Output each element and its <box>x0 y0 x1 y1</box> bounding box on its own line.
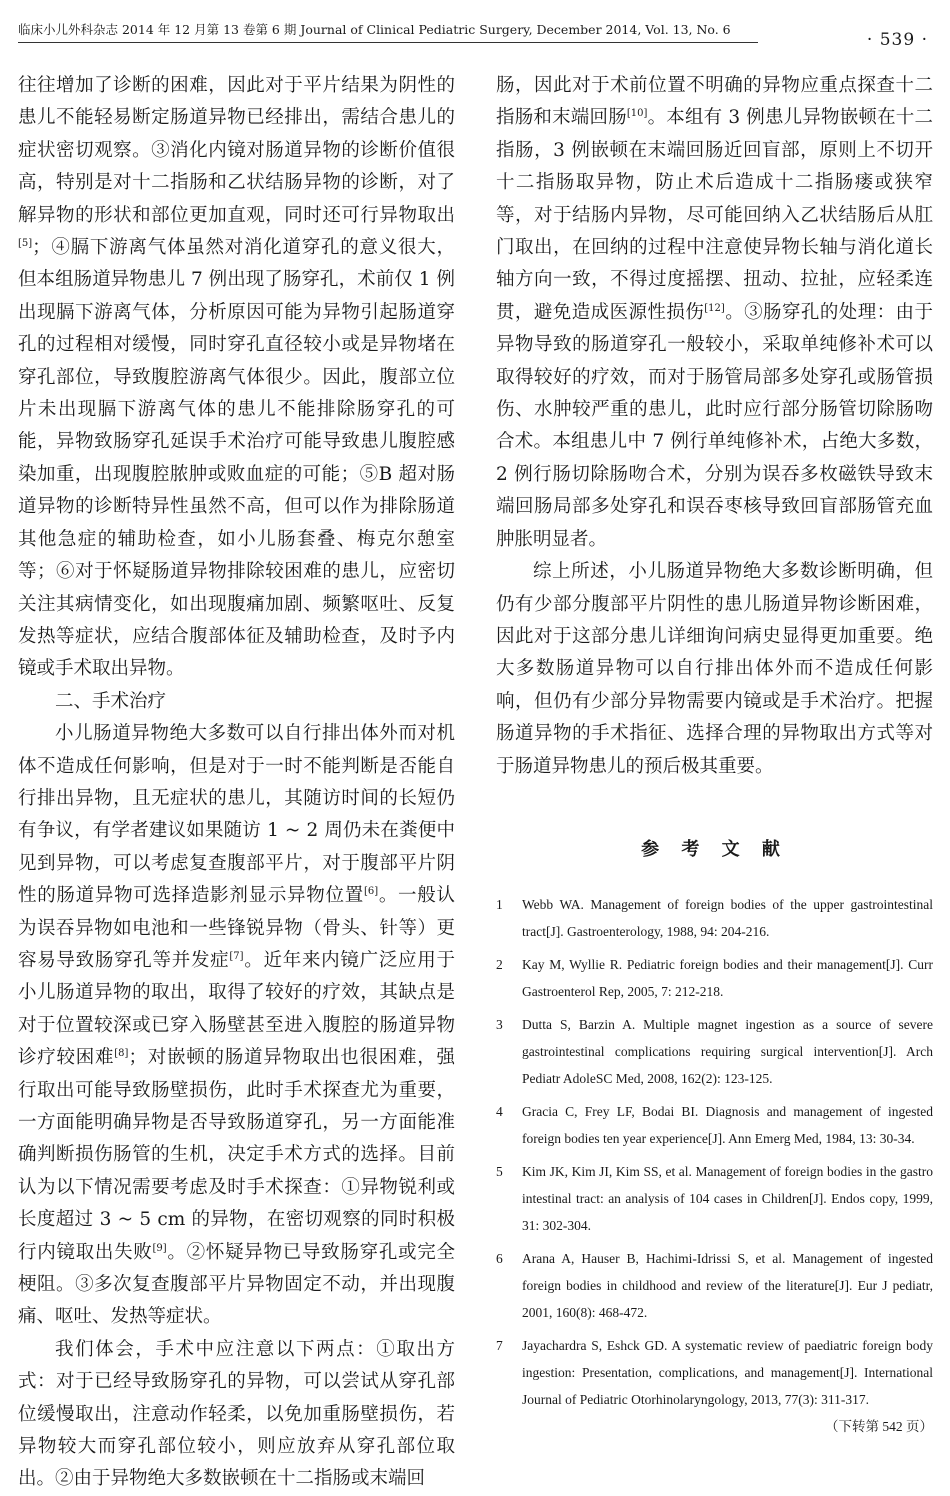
references-heading: 参 考 文 献 <box>641 838 788 860</box>
reference-item: 7 Jayachardra S, Eshck GD. A systematic review of paediatric foreign body ingestion: Presentation, complications, and management[J]. International Journal of Pediatric Otorhinolaryngology, 2013, 77(3): 311-317. （下转第 542 页） <box>496 1332 933 1440</box>
reference-list <box>496 891 933 1440</box>
reference-item: 4 Gracia C, Frey LF, Bodai BI. Diagnosis and management of ingested foreign bodies ten year experience[J]. Ann Emerg Med, 1984, 13: 30-34. <box>496 1103 933 1146</box>
paragraph: 小儿肠道异物绝大多数可以自行排出体外而对机体不造成任何影响，但是对于一时不能判断是否能自行排出异物，且无症状的患儿，其随访时间的长短仍有争议，有学者建议如果随访 1 ~ 2 周仍未在粪便中见到异物，可以考虑复查腹部平片，对于腹部平片阴性的肠道异物可选择造影剂显示异物位置[6]。一般认为误吞异物如电池和一些锋锐异物（骨头、针等）更容易导致肠穿孔等并发症[7]。近年来内镜广泛应用于小儿肠道异物的取出，取得了较好的疗效，其缺点是对于位置较深或已穿入肠壁甚至进入腹腔的肠道异物诊疗较困难[8]；对嵌顿的肠道异物取出也很困难，强行取出可能导致肠壁损伤，此时手术探查尤为重要，一方面能明确异物是否导致肠道穿孔，另一方面能准确判断损伤肠管的生机，决定手术方式的选择。目前认为以下情况需要考虑及时手术探查：①异物锐利或长度超过 3 ~ 5 cm 的异物，在密切观察的同时积极行内镜取出失败[9]。②怀疑异物已导致肠穿孔或完全梗阻。③多次复查腹部平片异物固定不动，并出现腹痛、呕吐、发热等症状。 <box>18 723 455 1328</box>
section-heading: 二、手术治疗 <box>55 690 167 712</box>
citation[interactable]: [7] <box>229 950 244 962</box>
citation[interactable]: [6] <box>363 886 379 897</box>
paragraph: 我们体会，手术中应注意以下两点：①取出方式：对于已经导致肠穿孔的异物，可以尝试从穿孔部位缓慢取出，注意动作轻柔，以免加重肠壁损伤，若异物较大而穿孔部位较小，则应放弃从穿孔部位取出。②由于异物绝大多数嵌顿在十二指肠或末端回 <box>18 1338 455 1490</box>
citation[interactable]: [12] <box>704 302 725 314</box>
paragraph: 肠，因此对于术前位置不明确的异物应重点探查十二指肠和末端回肠[10]。本组有 3 例患儿异物嵌顿在十二指肠，3 例嵌顿在末端回肠近回盲部，原则上不切开十二指肠取异物，防止术后造成十二指肠瘘或狭窄等，对于结肠内异物，尽可能回纳入乙状结肠后从肛门取出，在回纳的过程中注意使异物长轴与消化道长轴方向一致，不得过度摇摆、扭动、拉扯，应轻柔连贯，避免造成医源性损伤[12]。③肠穿孔的处理：由于异物导致的肠道穿孔一般较小，采取单纯修补术可以取得较好的疗效，而对于肠管局部多处穿孔或肠管损伤、水肿较严重的患儿，此时应行部分肠管切除肠吻合术。本组患儿中 7 例行单纯修补术，占绝大多数，2 例行肠切除肠吻合术，分别为误吞多枚磁铁导致末端回肠局部多处穿孔和误吞枣核导致回盲部肠管充血肿胀明显者。 <box>496 75 933 550</box>
page-number: · 539 · <box>866 30 928 50</box>
journal-header: 临床小儿外科杂志 2014 年 12 月第 13 卷第 6 期 Journal of Clinical Pediatric Surgery, December 2014, Vol. 13, No. 6 <box>18 22 758 43</box>
continued-note: （下转第 542 页） <box>825 1418 933 1434</box>
reference-item: 6 Arana A, Hauser B, Hachimi-Idrissi S, et al. Management of ingested foreign bodies in childhood and review of the literature[J]. Eur J pediatr, 2001, 160(8): 468-472. <box>496 1250 933 1320</box>
paragraph: 综上所述，小儿肠道异物绝大多数诊断明确，但仍有少部分腹部平片阴性的患儿肠道异物诊断困难，因此对于这部分患儿详细询问病史显得更加重要。绝大多数肠道异物可以自行排出体外而不造成任何影响，但仍有少部分异物需要内镜或是手术治疗。把握肠道异物的手术指征、选择合理的异物取出方式等对于肠道异物患儿的预后极其重要。 <box>496 561 933 777</box>
left-column <box>18 70 455 1496</box>
citation[interactable]: [5] <box>18 237 33 249</box>
reference-item: 3 Dutta S, Barzin A. Multiple magnet ingestion as a source of severe gastrointestinal complications requiring surgical intervention[J]. Arch Pediatr AdoleSC Med, 2008, 162(2): 123-125. <box>496 1016 933 1086</box>
reference-item: 5 Kim JK, Kim JI, Kim SS, et al. Management of foreign bodies in the gastro intestinal tract: an analysis of 104 cases in Children[J]. Endos copy, 1999, 31: 302-304. <box>496 1163 933 1233</box>
paragraph: 往往增加了诊断的困难，因此对于平片结果为阴性的患儿不能轻易断定肠道异物已经排出，需结合患儿的症状密切观察。③消化内镜对肠道异物的诊断价值很高，特别是对十二指肠和乙状结肠异物的诊断，对了解异物的形状和部位更加直观，同时还可行异物取出[5]；④膈下游离气体虽然对消化道穿孔的意义很大，但本组肠道异物患儿 7 例出现了肠穿孔，术前仅 1 例出现膈下游离气体，分析原因可能为异物引起肠道穿孔的过程相对缓慢，同时穿孔直径较小或是异物堵在穿孔部位，导致腹腔游离气体很少。因此，腹部立位片未出现膈下游离气体的患儿不能排除肠穿孔的可能，异物致肠穿孔延误手术治疗可能导致患儿腹腔感染加重，出现腹腔脓肿或败血症的可能；⑤B 超对肠道异物的诊断特异性虽然不高，但可以作为排除肠道其他急症的辅助检查，如小儿肠套叠、梅克尔憩室等；⑥对于怀疑肠道异物排除较困难的患儿，应密切关注其病情变化，如出现腹痛加剧、频繁呕吐、反复发热等症状，应结合腹部体征及辅助检查，及时予内镜或手术取出异物。 <box>18 75 455 680</box>
reference-item: 2 Kay M, Wyllie R. Pediatric foreign bodies and their management[J]. Curr Gastroenterol Rep, 2005, 7: 212-218. <box>496 956 933 999</box>
right-column <box>496 70 933 1446</box>
citation[interactable]: [9] <box>152 1242 167 1254</box>
reference-item: 1 Webb WA. Management of foreign bodies of the upper gastrointestinal tract[J]. Gastroenterology, 1988, 94: 204-216. <box>496 896 933 939</box>
citation[interactable]: [8] <box>114 1048 129 1060</box>
citation[interactable]: [10] <box>626 108 648 120</box>
